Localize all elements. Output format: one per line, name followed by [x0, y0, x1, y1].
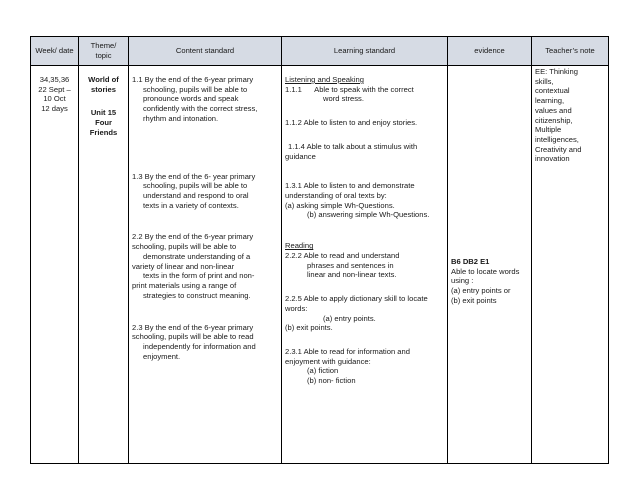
header-teachers-note: Teacher’s note [532, 37, 609, 66]
unit-text: Unit 15 [90, 108, 117, 118]
learning-standard-cell: Listening and Speaking 1.1.1 Able to speak with the correct word stress. 1.1.2 Able to listen to and enjoy stories. 1.1.4 Able to talk about a stimulus with guidance 1.3.1 Able to listen to and demonstrate understanding of oral texts by: (a) asking simple Wh-Questions. (b) answering simple Wh-Questions. Reading 2.2.2 Able to read and understand phrases and sentences in linear and non-linear texts. 2.2.5 Able to apply dictionary skill to locate words: (a) entry points. (b) exit points. 2.3.1 Able to read for information and enjoyment with guidance: (a) fiction (b) non- fiction [282, 66, 448, 464]
reading-heading: Reading [285, 241, 314, 251]
header-evidence: evidence [448, 37, 532, 66]
table-row [31, 66, 609, 464]
date-to-text: 10 Oct [43, 94, 66, 104]
content-standard-1-3: 1.3 By the end of the 6- year primary schooling, pupils will be able to understand and respond to oral texts in a variety of contexts. [132, 171, 256, 210]
content-standard-1-1: 1.1 By the end of the 6-year primary schooling, pupils will be able to pronounce words and speak confidently with the correct stress, rhythm and intonation. [132, 75, 258, 123]
teachers-note-cell: EE: Thinking skills, contextual learning, values and citizenship, Multiple intelligences, Creativity and innovation [532, 66, 609, 464]
content-standard-cell [129, 66, 282, 464]
header-week-date: Week/ date [31, 37, 79, 66]
content-standard-2-2: 2.2 By the end of the 6-year primary schooling, pupils will be able to demonstrate understanding of a variety of linear and non-linear texts in the form of print and non- print materials using a range of strategies to construct meaning. [132, 232, 255, 300]
content-standard-2-3: 2.3 By the end of the 6-year primary schooling, pupils will be able to read independently for information and enjoyment. [132, 322, 256, 361]
topic-text: Four [95, 118, 112, 128]
theme-topic-cell [79, 66, 129, 464]
weeks-text: 34,35,36 [39, 75, 70, 84]
topic-text: Friends [89, 127, 118, 137]
evidence-cell: B6 DB2 E1 Able to locate words using : (a) entry points or (b) exit points [448, 66, 532, 464]
duration-text: 12 days [41, 104, 68, 114]
lesson-plan-table [30, 36, 609, 464]
theme-text: stories [91, 84, 116, 94]
header-theme-topic: Theme/ topic [79, 37, 129, 66]
header-learning-standard: Learning standard [282, 37, 448, 66]
header-row [31, 37, 609, 66]
learning-standard-1-1-2: 1.1.2 Able to listen to and enjoy stories. [285, 118, 418, 128]
header-content-standard: Content standard [129, 37, 282, 66]
theme-text: World of [88, 75, 119, 84]
week-date-cell [31, 66, 79, 464]
listening-speaking-heading: Listening and Speaking [285, 75, 364, 84]
date-from-text: 22 Sept – [38, 84, 71, 94]
evidence-code: B6 DB2 E1 [451, 257, 490, 266]
